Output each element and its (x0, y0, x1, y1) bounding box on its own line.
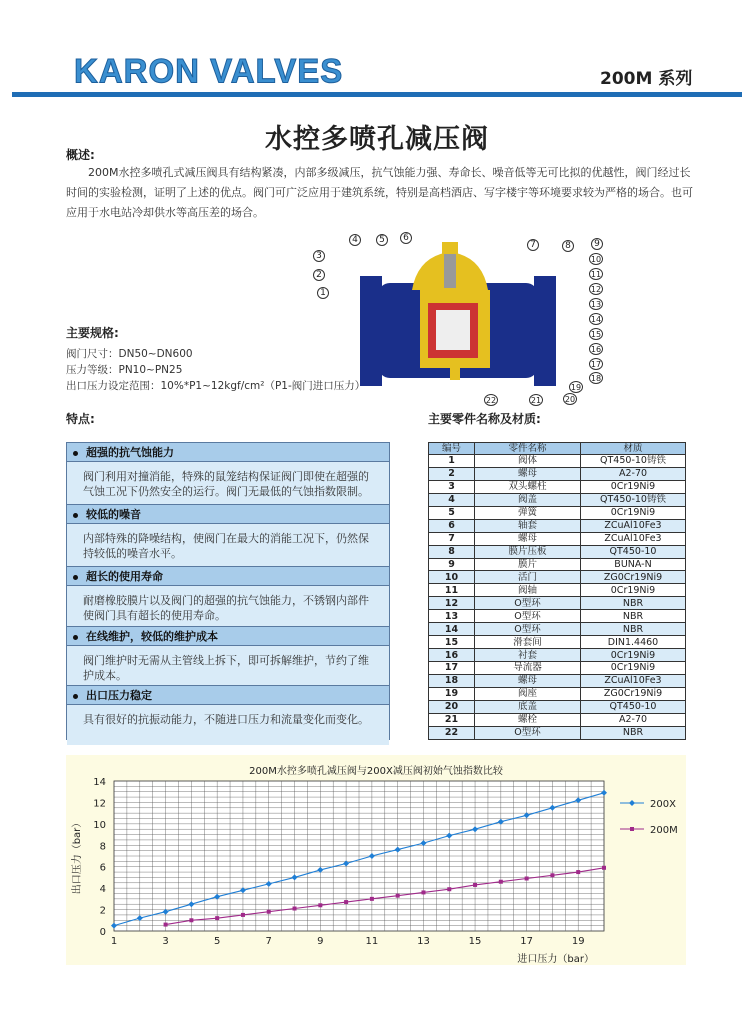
part-name: 螺母 (475, 467, 581, 480)
callout-7: 7 (527, 239, 539, 251)
table-row (429, 636, 686, 649)
part-name: 弹簧 (475, 506, 581, 519)
feature-title (67, 567, 389, 586)
feature-body: 内部特殊的降噪结构，使阀门在最大的消能工况下，仍然保持较低的噪音水平。 (67, 524, 389, 567)
part-material: NBR (581, 726, 686, 739)
part-number: 9 (429, 558, 475, 571)
feature-body: 阀门维护时无需从主管线上拆下，即可拆解维护，节约了维护成本。 (67, 646, 389, 686)
part-material: NBR (581, 597, 686, 610)
part-name: 双头螺柱 (475, 480, 581, 493)
series-label: 200M 系列 (600, 69, 693, 89)
table-row (429, 713, 686, 726)
bullet-icon (73, 575, 78, 580)
x-tick-label: 11 (365, 936, 379, 947)
callout-17: 17 (590, 360, 602, 369)
bullet-icon (73, 694, 78, 699)
table-row (429, 519, 686, 532)
data-point (267, 910, 271, 914)
chart-svg (66, 755, 686, 965)
part-name: 螺母 (475, 674, 581, 687)
y-tick-label: 8 (99, 841, 106, 853)
part-number: 19 (429, 687, 475, 700)
part-material: QT450-10 (581, 700, 686, 713)
part-material: ZCuAl10Fe3 (581, 674, 686, 687)
table-row (429, 493, 686, 506)
feature-title-text: 在线维护，较低的维护成本 (86, 630, 218, 643)
part-material: ZG0Cr19Ni9 (581, 687, 686, 700)
callout-19: 19 (570, 383, 582, 392)
spec-line: 阀门尺寸：DN50~DN600 (66, 348, 193, 360)
data-point (525, 877, 529, 881)
data-point (318, 903, 322, 907)
table-row (429, 597, 686, 610)
part-material: 0Cr19Ni9 (581, 584, 686, 597)
y-tick-label: 12 (93, 798, 106, 810)
part-material: 0Cr19Ni9 (581, 649, 686, 662)
part-name: 阀盖 (475, 493, 581, 506)
data-point (602, 866, 606, 870)
feature-title-text: 较低的噪音 (86, 508, 141, 521)
part-number: 4 (429, 493, 475, 506)
part-number: 7 (429, 532, 475, 545)
callout-14: 14 (590, 315, 602, 324)
page-title: 水控多喷孔减压阀 (265, 124, 489, 155)
data-point (447, 887, 451, 891)
part-number: 14 (429, 623, 475, 636)
part-material: ZCuAl10Fe3 (581, 532, 686, 545)
part-name: 螺栓 (475, 713, 581, 726)
feature-title-text: 超强的抗气蚀能力 (86, 446, 174, 459)
part-name: O型环 (475, 726, 581, 739)
legend-marker (629, 800, 635, 806)
col-header: 编号 (429, 443, 475, 455)
data-point (473, 883, 477, 887)
feature-body: 耐磨橡胶膜片以及阀门的超强的抗气蚀能力，不锈钢内部件使阀门具有超长的使用寿命。 (67, 586, 389, 627)
x-tick-label: 7 (265, 936, 272, 947)
part-number: 15 (429, 636, 475, 649)
callout-20: 20 (564, 395, 576, 404)
table-row (429, 687, 686, 700)
callout-9: 9 (591, 238, 603, 250)
part-number: 21 (429, 713, 475, 726)
part-number: 20 (429, 700, 475, 713)
part-number: 22 (429, 726, 475, 739)
part-name: 膜片 (475, 558, 581, 571)
part-number: 5 (429, 506, 475, 519)
data-point (293, 907, 297, 911)
col-header: 零件名称 (475, 443, 581, 455)
y-tick-label: 2 (99, 905, 106, 917)
part-name: 底盖 (475, 700, 581, 713)
overview-heading: 概述: (66, 148, 95, 162)
part-number: 13 (429, 610, 475, 623)
part-material: BUNA-N (581, 558, 686, 571)
table-row (429, 545, 686, 558)
part-material: QT450-10 (581, 545, 686, 558)
callout-3: 3 (313, 250, 325, 262)
brand-logo: KARON VALVES (74, 51, 344, 90)
data-point (499, 880, 503, 884)
table-row (429, 480, 686, 493)
callout-12: 12 (590, 285, 602, 294)
part-number: 2 (429, 467, 475, 480)
x-tick-label: 15 (468, 936, 482, 947)
bullet-icon (73, 635, 78, 640)
legend-label: 200M (650, 825, 678, 836)
x-tick-label: 1 (110, 936, 118, 947)
part-material: A2-70 (581, 467, 686, 480)
col-header: 材质 (581, 443, 686, 455)
y-tick-label: 14 (93, 777, 106, 788)
table-row (429, 662, 686, 675)
x-tick-label: 13 (417, 936, 430, 947)
table-row (429, 506, 686, 519)
table-row (429, 674, 686, 687)
callout-21: 21 (530, 396, 542, 405)
data-point (189, 918, 193, 922)
table-row (429, 558, 686, 571)
table-row (429, 649, 686, 662)
part-material: ZCuAl10Fe3 (581, 519, 686, 532)
part-number: 16 (429, 649, 475, 662)
parts-table (428, 442, 686, 740)
x-axis-label: 进口压力（bar） (517, 954, 594, 965)
callout-15: 15 (590, 330, 602, 339)
part-number: 6 (429, 519, 475, 532)
part-number: 18 (429, 674, 475, 687)
table-row (429, 584, 686, 597)
parts-table-body (429, 455, 686, 740)
specs-heading: 主要规格: (66, 326, 119, 340)
part-name: 阀轴 (475, 584, 581, 597)
part-name: 阀座 (475, 687, 581, 700)
legend-marker (630, 827, 634, 831)
table-row (429, 532, 686, 545)
chart-panel (66, 755, 686, 965)
data-point (576, 870, 580, 874)
chart-title: 200M水控多喷孔减压阀与200X减压阀初始气蚀指数比较 (249, 766, 503, 777)
part-number: 1 (429, 455, 475, 468)
callout-5: 5 (376, 234, 388, 246)
overview-text: 200M水控多喷孔式减压阀具有结构紧凑，内部多级减压，抗气蚀能力强、寿命长、噪音低等无可比拟的优越性，阀门经过长时间的实验检测，证明了上述的优点。阀门可广泛应用于建筑系统，特别是高档酒店、写字楼宇等环境要求较为严格的场合。也可应用于水电站冷却供水等高压差的场合。 (66, 166, 693, 219)
feature-title-text: 超长的使用寿命 (86, 570, 163, 583)
data-point (215, 916, 219, 920)
table-row (429, 700, 686, 713)
part-material: A2-70 (581, 713, 686, 726)
x-tick-label: 9 (317, 936, 324, 947)
part-material: QT450-10铸铁 (581, 493, 686, 506)
data-point (550, 873, 554, 877)
table-row (429, 726, 686, 739)
part-name: O型环 (475, 610, 581, 623)
data-point (241, 913, 245, 917)
part-name: 导流器 (475, 662, 581, 675)
x-tick-label: 19 (571, 936, 585, 947)
part-name: 活门 (475, 571, 581, 584)
x-tick-label: 17 (520, 936, 533, 947)
part-material: 0Cr19Ni9 (581, 662, 686, 675)
spec-line: 出口压力设定范围：10%*P1~12kgf/cm²（P1-阀门进口压力） (66, 380, 366, 392)
part-material: DIN1.4460 (581, 636, 686, 649)
part-name: 膜片压板 (475, 545, 581, 558)
part-name: 滑套间 (475, 636, 581, 649)
part-number: 3 (429, 480, 475, 493)
specs-list (66, 346, 365, 394)
part-name: O型环 (475, 597, 581, 610)
y-axis-label: 出口压力（bar） (72, 817, 83, 895)
spec-line: 压力等级：PN10~PN25 (66, 364, 183, 376)
y-tick-label: 6 (99, 862, 106, 874)
data-point (396, 894, 400, 898)
data-point (421, 890, 425, 894)
part-material: 0Cr19Ni9 (581, 480, 686, 493)
x-tick-label: 5 (213, 936, 221, 947)
feature-body: 阀门利用对撞消能，特殊的鼠笼结构保证阀门即使在超强的气蚀工况下仍然安全的运行。阀门无最低的气蚀指数限制。 (67, 462, 389, 505)
part-material: QT450-10铸铁 (581, 455, 686, 468)
table-row (429, 610, 686, 623)
part-number: 10 (429, 571, 475, 584)
table-row (429, 455, 686, 468)
bullet-icon (73, 451, 78, 456)
part-material: NBR (581, 623, 686, 636)
callout-6: 6 (400, 232, 412, 244)
y-tick-label: 10 (93, 819, 106, 831)
feature-title-text: 出口压力稳定 (86, 689, 152, 702)
callout-8: 8 (562, 240, 574, 252)
part-material: NBR (581, 610, 686, 623)
part-name: 轴套 (475, 519, 581, 532)
part-material: 0Cr19Ni9 (581, 506, 686, 519)
callout-4: 4 (349, 234, 361, 246)
part-number: 12 (429, 597, 475, 610)
table-row (429, 571, 686, 584)
callout-1: 1 (317, 287, 329, 299)
table-row (429, 623, 686, 636)
data-point (344, 900, 348, 904)
feature-title (67, 505, 389, 524)
part-name: 螺母 (475, 532, 581, 545)
bullet-icon (73, 513, 78, 518)
feature-body: 具有很好的抗振动能力，不随进口压力和流量变化而变化。 (67, 705, 389, 745)
table-row (429, 467, 686, 480)
part-number: 11 (429, 584, 475, 597)
data-point (164, 923, 168, 927)
callout-2: 2 (313, 269, 325, 281)
features-heading: 特点: (66, 412, 95, 426)
part-name: 衬套 (475, 649, 581, 662)
x-tick-label: 3 (162, 936, 169, 947)
header-rule (12, 92, 742, 97)
features-box (66, 442, 390, 740)
callout-18: 18 (590, 374, 602, 383)
part-name: O型环 (475, 623, 581, 636)
callout-11: 11 (590, 270, 602, 279)
feature-title (67, 627, 389, 646)
part-name: 阀体 (475, 455, 581, 468)
feature-title (67, 686, 389, 705)
part-material: ZG0Cr19Ni9 (581, 571, 686, 584)
data-point (370, 897, 374, 901)
y-tick-label: 4 (99, 884, 106, 896)
part-number: 17 (429, 662, 475, 675)
callout-13: 13 (590, 300, 602, 309)
callout-22: 22 (485, 396, 497, 405)
parts-heading: 主要零件名称及材质: (428, 412, 541, 426)
y-tick-label: 0 (99, 927, 106, 938)
feature-title (67, 443, 389, 462)
legend-label: 200X (650, 799, 676, 810)
callout-10: 10 (590, 255, 602, 264)
callout-16: 16 (590, 345, 602, 354)
part-number: 8 (429, 545, 475, 558)
